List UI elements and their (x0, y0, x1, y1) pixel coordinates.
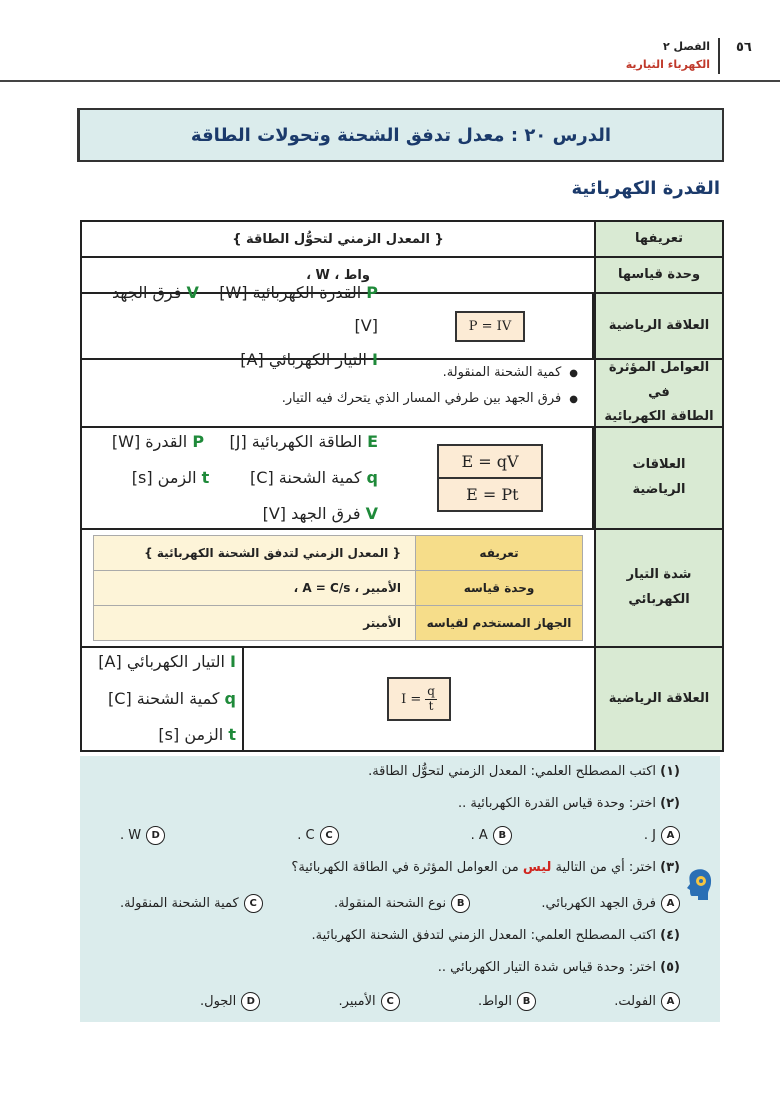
question-3-options (120, 894, 680, 913)
option-d[interactable] (120, 826, 165, 845)
table-row (94, 536, 582, 571)
question-5 (438, 960, 680, 975)
definition-value: { المعدل الزمني لتحوُّل الطاقة } (232, 231, 444, 247)
option-letter: B (493, 826, 512, 845)
unit-value: واط ، W ، (306, 267, 370, 283)
option-a[interactable] (644, 826, 680, 845)
option-letter: A (661, 894, 680, 913)
option-letter: C (381, 992, 400, 1011)
option-d[interactable] (200, 992, 260, 1011)
option-b[interactable] (471, 826, 512, 845)
power-table (80, 220, 724, 752)
option-c[interactable] (339, 992, 400, 1011)
questions-box (80, 756, 720, 1022)
var-text: الزمن [s] (131, 468, 197, 487)
option-letter: C (244, 894, 263, 913)
option-text: نوع الشحنة المنقولة. (333, 896, 447, 911)
var-symbol: t (201, 468, 210, 487)
option-text: فرق الجهد الكهربائي. (541, 896, 656, 911)
var-symbol: q (224, 688, 236, 708)
row-label-line: العلاقات (632, 457, 686, 473)
row-definition (82, 222, 722, 258)
var-symbol: t (228, 725, 236, 745)
option-text: A . (470, 828, 488, 843)
var-symbol: V (186, 282, 199, 302)
formula-cell (388, 294, 594, 358)
question-number: (١) (660, 764, 680, 779)
question-text: اختر: وحدة قياس القدرة الكهربائية .. (457, 796, 657, 811)
row-current (82, 530, 722, 648)
var-symbol: P (366, 282, 378, 302)
option-letter: D (146, 826, 165, 845)
var-text: فرق الجهد [V] (111, 282, 378, 336)
row-label (594, 428, 722, 528)
var-text: التيار الكهربائي [A] (240, 349, 367, 369)
option-text: J . (643, 828, 656, 843)
row-label-line: شدة التيار (626, 567, 692, 583)
table-row (94, 571, 582, 606)
current-subtable (93, 535, 583, 641)
var-text: كمية الشحنة [C] (108, 688, 220, 708)
page-number: ٥٦ (736, 40, 752, 55)
row-label (594, 360, 722, 426)
option-text: الواط. (477, 994, 512, 1009)
option-a[interactable] (541, 894, 680, 913)
var-text: الزمن [s] (158, 725, 224, 745)
question-text: اختر: وحدة قياس شدة التيار الكهربائي .. (437, 960, 657, 975)
var-text: فرق الجهد [V] (262, 504, 361, 523)
question-text: من العوامل المؤثرة في الطاقة الكهربائية؟ (291, 860, 519, 875)
factors-list (82, 360, 594, 426)
question-text: اختر: أي من التالية (555, 860, 657, 875)
option-c[interactable] (297, 826, 338, 845)
row-label-line: الطاقة الكهربائية (604, 409, 714, 425)
subtable-label: تعريفه (415, 536, 582, 570)
variables-list (82, 648, 242, 750)
subtable-value: الأميتر (94, 606, 415, 640)
row-current-relation (82, 648, 722, 750)
formula-energy-qv: E = qV (439, 446, 540, 479)
header-separator (718, 38, 720, 74)
var-text: الطاقة الكهربائية [J] (229, 432, 362, 451)
row-label (594, 530, 722, 646)
question-5-options (200, 992, 680, 1011)
option-text: W . (120, 828, 142, 843)
row-label: العلاقة الرياضية (594, 294, 722, 358)
question-text: اكتب المصطلح العلمي: المعدل الزمني لتدفق الشحنة الكهربائية. (311, 928, 657, 943)
var-text: التيار الكهربائي [A] (98, 651, 225, 671)
question-3 (291, 860, 680, 875)
variables-list (82, 282, 388, 369)
var-symbol: V (365, 504, 378, 523)
subtable-label: الجهاز المستخدم لقياسه (415, 606, 582, 640)
subtable-value: الأمبير ، A = C/s ، (94, 571, 415, 605)
option-b[interactable] (334, 894, 470, 913)
question-2-options (120, 826, 680, 845)
var-symbol: P (192, 432, 205, 451)
formula-cell (242, 648, 594, 750)
thinking-head-icon (684, 866, 714, 906)
variables-list (82, 428, 388, 528)
lesson-title: الدرس ٢٠ : معدل تدفق الشحنة وتحولات الطاقة (190, 124, 612, 146)
formula-denominator: t (428, 698, 434, 713)
option-b[interactable] (478, 992, 536, 1011)
option-letter: C (320, 826, 339, 845)
question-number: (٥) (660, 960, 680, 975)
lesson-title-box (77, 108, 724, 162)
question-4 (312, 928, 680, 943)
section-title: القدرة الكهربائية (571, 178, 720, 199)
option-letter: B (451, 894, 470, 913)
var-symbol: I (372, 349, 378, 369)
option-a[interactable] (614, 992, 680, 1011)
row-label-line: الرياضية (632, 482, 686, 497)
subtable-label: وحدة قياسه (415, 571, 582, 605)
option-text: الفولت. (614, 994, 656, 1009)
row-factors (82, 360, 722, 428)
row-label: وحدة قياسها (594, 258, 722, 292)
formula-numerator: q (427, 684, 435, 699)
row-label: العلاقة الرياضية (594, 648, 722, 750)
table-row (94, 606, 582, 640)
header-rule (0, 80, 780, 82)
question-1 (368, 764, 680, 779)
question-emphasis: ليس (522, 860, 552, 875)
question-text: اكتب المصطلح العلمي: المعدل الزمني لتحوُّل الطاقة. (368, 764, 657, 779)
question-2 (458, 796, 680, 811)
option-c[interactable] (120, 894, 263, 913)
current-cell (82, 530, 594, 646)
option-text: كمية الشحنة المنقولة. (120, 896, 239, 911)
formula-cell (388, 428, 594, 528)
row-label-line: الكهربائي (628, 592, 690, 607)
row-relation (82, 282, 722, 369)
question-number: (٣) (660, 860, 680, 875)
chapter-label: الفصل ٢ (662, 40, 710, 53)
question-number: (٢) (660, 796, 680, 811)
var-symbol: q (366, 468, 378, 487)
subtable-value: { المعدل الزمني لتدفق الشحنة الكهربائية } (94, 536, 415, 570)
var-text: القدرة الكهربائية [W] (219, 282, 362, 302)
formula-current (387, 677, 451, 720)
option-letter: A (661, 992, 680, 1011)
option-text: C . (297, 828, 315, 843)
formula-energy-pt: E = Pt (466, 485, 519, 504)
row-label-line: العوامل المؤثرة في (608, 359, 710, 400)
list-item: ● كمية الشحنة المنقولة. (443, 360, 594, 386)
formula-power: P = IV (455, 311, 525, 342)
option-text: الجول. (200, 994, 237, 1009)
question-number: (٤) (660, 928, 680, 943)
row-relations (82, 428, 722, 530)
formula-lhs: I = (401, 691, 422, 707)
var-text: القدرة [W] (111, 432, 188, 451)
option-letter: A (661, 826, 680, 845)
option-letter: B (517, 992, 536, 1011)
option-text: الأمبير. (338, 994, 376, 1009)
list-item: ● فرق الجهد بين طرفي المسار الذي يتحرك فيه التيار. (282, 386, 594, 412)
var-text: كمية الشحنة [C] (250, 468, 362, 487)
option-letter: D (241, 992, 260, 1011)
var-symbol: E (367, 432, 378, 451)
var-symbol: I (230, 651, 236, 671)
unit-label: الكهرباء التيارية (625, 58, 710, 71)
row-label: تعريفها (594, 222, 722, 256)
